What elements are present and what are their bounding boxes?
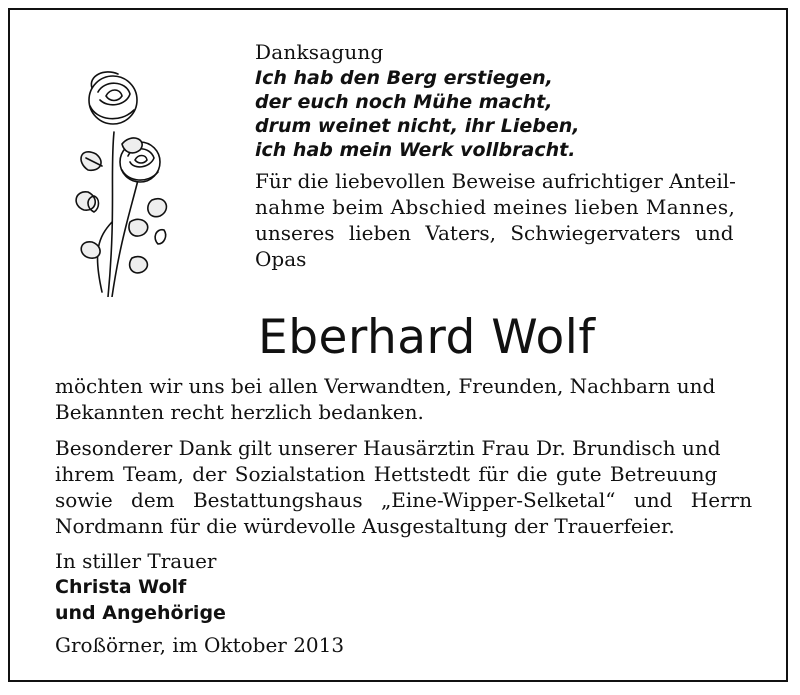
intro-line: Für die liebevollen Beweise aufrichtiger Anteil- bbox=[255, 169, 736, 193]
intro-line: Opas bbox=[255, 247, 307, 271]
special-thanks-line: ihrem Team, der Sozialstation Hettstedt für die gute Betreuung bbox=[55, 462, 718, 486]
rose-icon bbox=[68, 62, 178, 297]
poem bbox=[255, 66, 765, 162]
signer-name: Christa Wolf bbox=[55, 576, 187, 598]
notice-heading: Danksagung bbox=[255, 40, 384, 64]
thanks-paragraph bbox=[55, 373, 767, 425]
thanks-line: möchten wir uns bei allen Verwandten, Freunden, Nachbarn und bbox=[55, 374, 716, 398]
place-date: Großörner, im Oktober 2013 bbox=[55, 633, 345, 657]
signer-family: und Angehörige bbox=[55, 602, 226, 624]
special-thanks-line: Nordmann für die würdevolle Ausgestaltung der Trauerfeier. bbox=[55, 514, 675, 538]
poem-line: ich hab mein Werk vollbracht. bbox=[255, 139, 576, 161]
poem-line: der euch noch Mühe macht, bbox=[255, 91, 553, 113]
special-thanks-line: sowie dem Bestattungshaus „Eine-Wipper-Selketal“ und Herrn bbox=[55, 488, 753, 512]
poem-line: drum weinet nicht, ihr Lieben, bbox=[255, 115, 580, 137]
mourning-text: In stiller Trauer bbox=[55, 549, 217, 573]
intro-line: nahme beim Abschied meines lieben Mannes, bbox=[255, 195, 736, 219]
deceased-name: Eberhard Wolf bbox=[258, 310, 596, 365]
signature-block bbox=[55, 548, 344, 658]
special-thanks-paragraph bbox=[55, 435, 767, 539]
header-block bbox=[255, 40, 765, 272]
poem-line: Ich hab den Berg erstiegen, bbox=[255, 67, 553, 89]
obituary-notice bbox=[8, 8, 788, 682]
thanks-line: Bekannten recht herzlich bedanken. bbox=[55, 400, 424, 424]
intro-paragraph bbox=[255, 168, 765, 272]
special-thanks-line: Besonderer Dank gilt unserer Hausärztin Frau Dr. Brundisch und bbox=[55, 436, 721, 460]
intro-line: unseres lieben Vaters, Schwiegervaters und bbox=[255, 221, 734, 245]
